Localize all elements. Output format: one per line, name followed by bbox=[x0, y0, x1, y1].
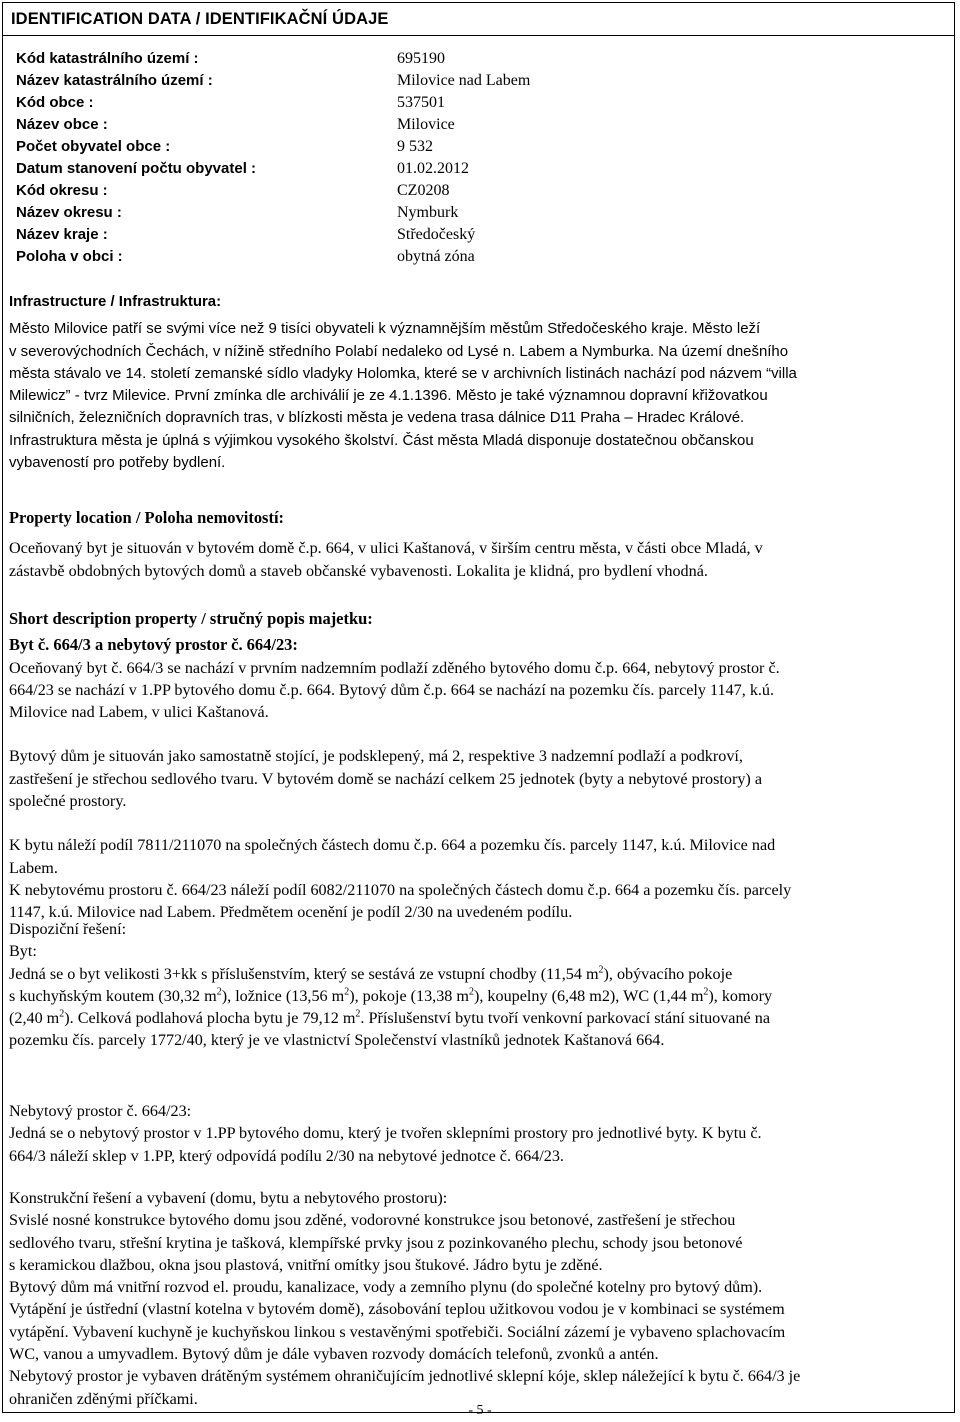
property-location-section bbox=[9, 507, 949, 582]
text-fragment: Jedná se o byt velikosti 3+kk s příslušenstvím, který se sestává ze vstupní chodby (11,54 m bbox=[9, 964, 599, 983]
text-line bbox=[9, 963, 947, 985]
text-fragment: (2,40 m bbox=[9, 1009, 60, 1028]
text-line: Město Milovice patří se svými více než 9 tisíci obyvateli k významnějším městům Středočeského kraje. Město leží bbox=[9, 320, 761, 338]
text-line: vybaveností pro potřeby bydlení. bbox=[9, 454, 226, 472]
id-value: CZ0208 bbox=[397, 182, 450, 199]
superscript: 2 bbox=[703, 986, 709, 998]
text-line: Milewicz” - tvrz Milevice. První zmínka dle archiválií je ze 4.1.1396. Město je také významnou dopravní křižovatkou bbox=[9, 387, 768, 405]
id-value: 537501 bbox=[397, 94, 445, 111]
text-line: Milovice nad Labem, v ulici Kaštanová. bbox=[9, 703, 269, 722]
id-label: Název kraje : bbox=[16, 226, 108, 243]
text-fragment: . Příslušenství bytu tvoří venkovní parkovací stání situované na bbox=[360, 1009, 771, 1028]
construction-section bbox=[9, 1187, 949, 1410]
text-line: silničních, železničních dopravních tras, v blízkosti města je vedena trasa dálnice D11 Praha – Hradec Králové. bbox=[9, 409, 745, 427]
unit-subheading: Byt č. 664/3 a nebytový prostor č. 664/23: bbox=[9, 635, 298, 655]
page-title: IDENTIFICATION DATA / IDENTIFIKAČNÍ ÚDAJE bbox=[11, 10, 389, 28]
id-value: Milovice nad Labem bbox=[397, 72, 531, 89]
id-value: 695190 bbox=[397, 50, 445, 67]
infrastructure-section bbox=[9, 291, 949, 474]
superscript: 2 bbox=[355, 1008, 361, 1020]
text-line: 664/23 se nachází v 1.PP bytového domu č.p. 664. Bytový dům č.p. 664 se nachází na pozemku čís. parcely 1147, k.ú. bbox=[9, 680, 775, 699]
text-fragment: ), komory bbox=[708, 986, 773, 1005]
non-residential-section bbox=[9, 1100, 949, 1167]
text-fragment: ), koupelny (6,48 m2), WC (1,44 m bbox=[473, 986, 704, 1005]
text-line bbox=[9, 985, 947, 1007]
short-description-heading: Short description property / stručný popis majetku: bbox=[9, 609, 373, 628]
text-fragment: ), ložnice (13,56 m bbox=[221, 986, 345, 1005]
flat-subheading: Byt: bbox=[9, 942, 37, 961]
text-line: v severovýchodních Čechách, v nížině středního Polabí nedaleko od Lysé n. Labem a Nymburka. Na území dnešního bbox=[9, 342, 789, 360]
layout-section bbox=[9, 918, 949, 1052]
id-label: Název katastrálního území : bbox=[16, 72, 213, 89]
text-line: K bytu náleží podíl 7811/211070 na společných částech domu č.p. 664 a pozemku čís. parcely 1147, k.ú. Milovice nad bbox=[9, 836, 776, 855]
superscript: 2 bbox=[59, 1008, 65, 1020]
text-line: Oceňovaný byt je situován v bytovém domě č.p. 664, v ulici Kaštanová, v širším centru města, v části obce Mladá, v bbox=[9, 539, 763, 558]
layout-heading: Dispoziční řešení: bbox=[9, 920, 127, 938]
text-line: zastřešení je střechou sedlového tvaru. V bytovém domě se nachází celkem 25 jednotek (byty a nebytové prostory) a bbox=[9, 769, 763, 788]
id-value: 01.02.2012 bbox=[397, 160, 469, 177]
id-label: Kód okresu : bbox=[16, 182, 108, 199]
superscript: 2 bbox=[598, 964, 604, 976]
superscript: 2 bbox=[468, 986, 474, 998]
id-label: Kód katastrálního území : bbox=[16, 50, 199, 67]
id-label: Datum stanovení počtu obyvatel : bbox=[16, 160, 257, 177]
id-value: Středočeský bbox=[397, 226, 476, 243]
title-bar bbox=[2, 2, 955, 36]
text-line: ohraničen zděnými příčkami. bbox=[9, 1389, 198, 1408]
page-number: - 5 - bbox=[468, 1403, 492, 1418]
short-description-section bbox=[9, 608, 949, 924]
text-line: sedlového tvaru, střešní krytina je tašková, klempířské prvky jsou z pozinkovaného plechu, schody jsou betonové bbox=[9, 1233, 743, 1252]
id-value: 9 532 bbox=[397, 138, 433, 155]
text-line: Vytápění je ústřední (vlastní kotelna v bytovém domě), zásobování teplou užitkovou vodou je v kombinaci se systémem bbox=[9, 1300, 785, 1319]
text-line: Oceňovaný byt č. 664/3 se nachází v prvním nadzemním podlaží zděného bytového domu č.p. 664, nebytový prostor č. bbox=[9, 658, 780, 677]
construction-heading: Konstrukční řešení a vybavení (domu, bytu a nebytového prostoru): bbox=[9, 1189, 448, 1207]
text-line: města stávalo ve 14. století zemanské sídlo vladyky Holomka, které se v archivních listinách nachází pod názvem “villa bbox=[9, 364, 797, 382]
text-line: vytápění. Vybavení kuchyně je kuchyňskou linkou s vestavěnými spotřebiči. Sociální zázemí je vybaveno splachovacím bbox=[9, 1322, 786, 1341]
id-label: Poloha v obci : bbox=[16, 248, 123, 265]
text-line: zástavbě obdobných bytových domů a staveb občanské vybavenosti. Lokalita je klidná, pro bydlení vhodná. bbox=[9, 561, 708, 580]
text-fragment: ), pokoje (13,38 m bbox=[349, 986, 469, 1005]
id-value: Nymburk bbox=[397, 204, 459, 221]
text-fragment: s kuchyňským koutem (30,32 m bbox=[9, 986, 217, 1005]
id-label: Název obce : bbox=[16, 116, 108, 133]
text-line: Bytový dům je situován jako samostatně stojící, je podsklepený, má 2, respektive 3 nadzemní podlaží a podkroví, bbox=[9, 747, 743, 766]
text-fragment: ). Celková podlahová plocha bytu je 79,12 m bbox=[64, 1009, 356, 1028]
text-line: K nebytovému prostoru č. 664/23 náleží podíl 6082/211070 na společných částech domu č.p. 664 a pozemku čís. parcely bbox=[9, 880, 792, 899]
id-value: obytná zóna bbox=[397, 248, 475, 265]
text-line: Infrastruktura města je úplná s výjimkou vysokého školství. Část města Mladá disponuje dostatečnou občanskou bbox=[9, 431, 754, 449]
id-label: Kód obce : bbox=[16, 94, 94, 111]
text-line: 1147, k.ú. Milovice nad Labem. Předmětem ocenění je podíl 2/30 na uvedeném podílu. bbox=[9, 903, 573, 922]
id-label: Počet obyvatel obce : bbox=[16, 138, 171, 155]
text-line: s keramickou dlažbou, okna jsou plastová, vnitřní omítky jsou štukové. Jádro bytu je zděné. bbox=[9, 1255, 603, 1274]
id-value: Milovice bbox=[397, 116, 455, 133]
text-fragment: ), obývacího pokoje bbox=[603, 964, 733, 983]
infrastructure-heading: Infrastructure / Infrastruktura: bbox=[9, 293, 222, 310]
text-line: Nebytový prostor je vybaven drátěným systémem ohraničujícím jednotlivé sklepní kóje, sklep náležející k bytu č. 664/3 je bbox=[9, 1367, 801, 1386]
non-residential-heading: Nebytový prostor č. 664/23: bbox=[9, 1102, 192, 1120]
text-line: WC, vanou a umyvadlem. Bytový dům je dále vybaven rozvody domácích telefonů, zvonků a antén. bbox=[9, 1345, 659, 1364]
superscript: 2 bbox=[344, 986, 350, 998]
text-line: společné prostory. bbox=[9, 792, 127, 811]
text-line: Labem. bbox=[9, 858, 58, 877]
id-label: Název okresu : bbox=[16, 204, 122, 221]
text-line: Jedná se o nebytový prostor v 1.PP bytového domu, který je tvořen sklepními prostory pro jednotlivé byty. K bytu č. bbox=[9, 1124, 762, 1143]
text-line bbox=[9, 1007, 947, 1029]
text-line: pozemku čís. parcely 1772/40, který je ve vlastnictví Společenství vlastníků jednotek Kaštanová 664. bbox=[9, 1031, 665, 1050]
text-line: Svislé nosné konstrukce bytového domu jsou zděné, vodorovné konstrukce jsou betonové, zastřešení je střechou bbox=[9, 1211, 736, 1230]
superscript: 2 bbox=[216, 986, 222, 998]
text-line: 664/3 náleží sklep v 1.PP, který odpovídá podílu 2/30 na nebytové jednotce č. 664/23. bbox=[9, 1146, 564, 1165]
text-line: Bytový dům má vnitřní rozvod el. proudu, kanalizace, vody a zemního plynu (do společné kotelny pro bytový dům). bbox=[9, 1278, 763, 1297]
property-location-heading: Property location / Poloha nemovitostí: bbox=[9, 508, 284, 527]
